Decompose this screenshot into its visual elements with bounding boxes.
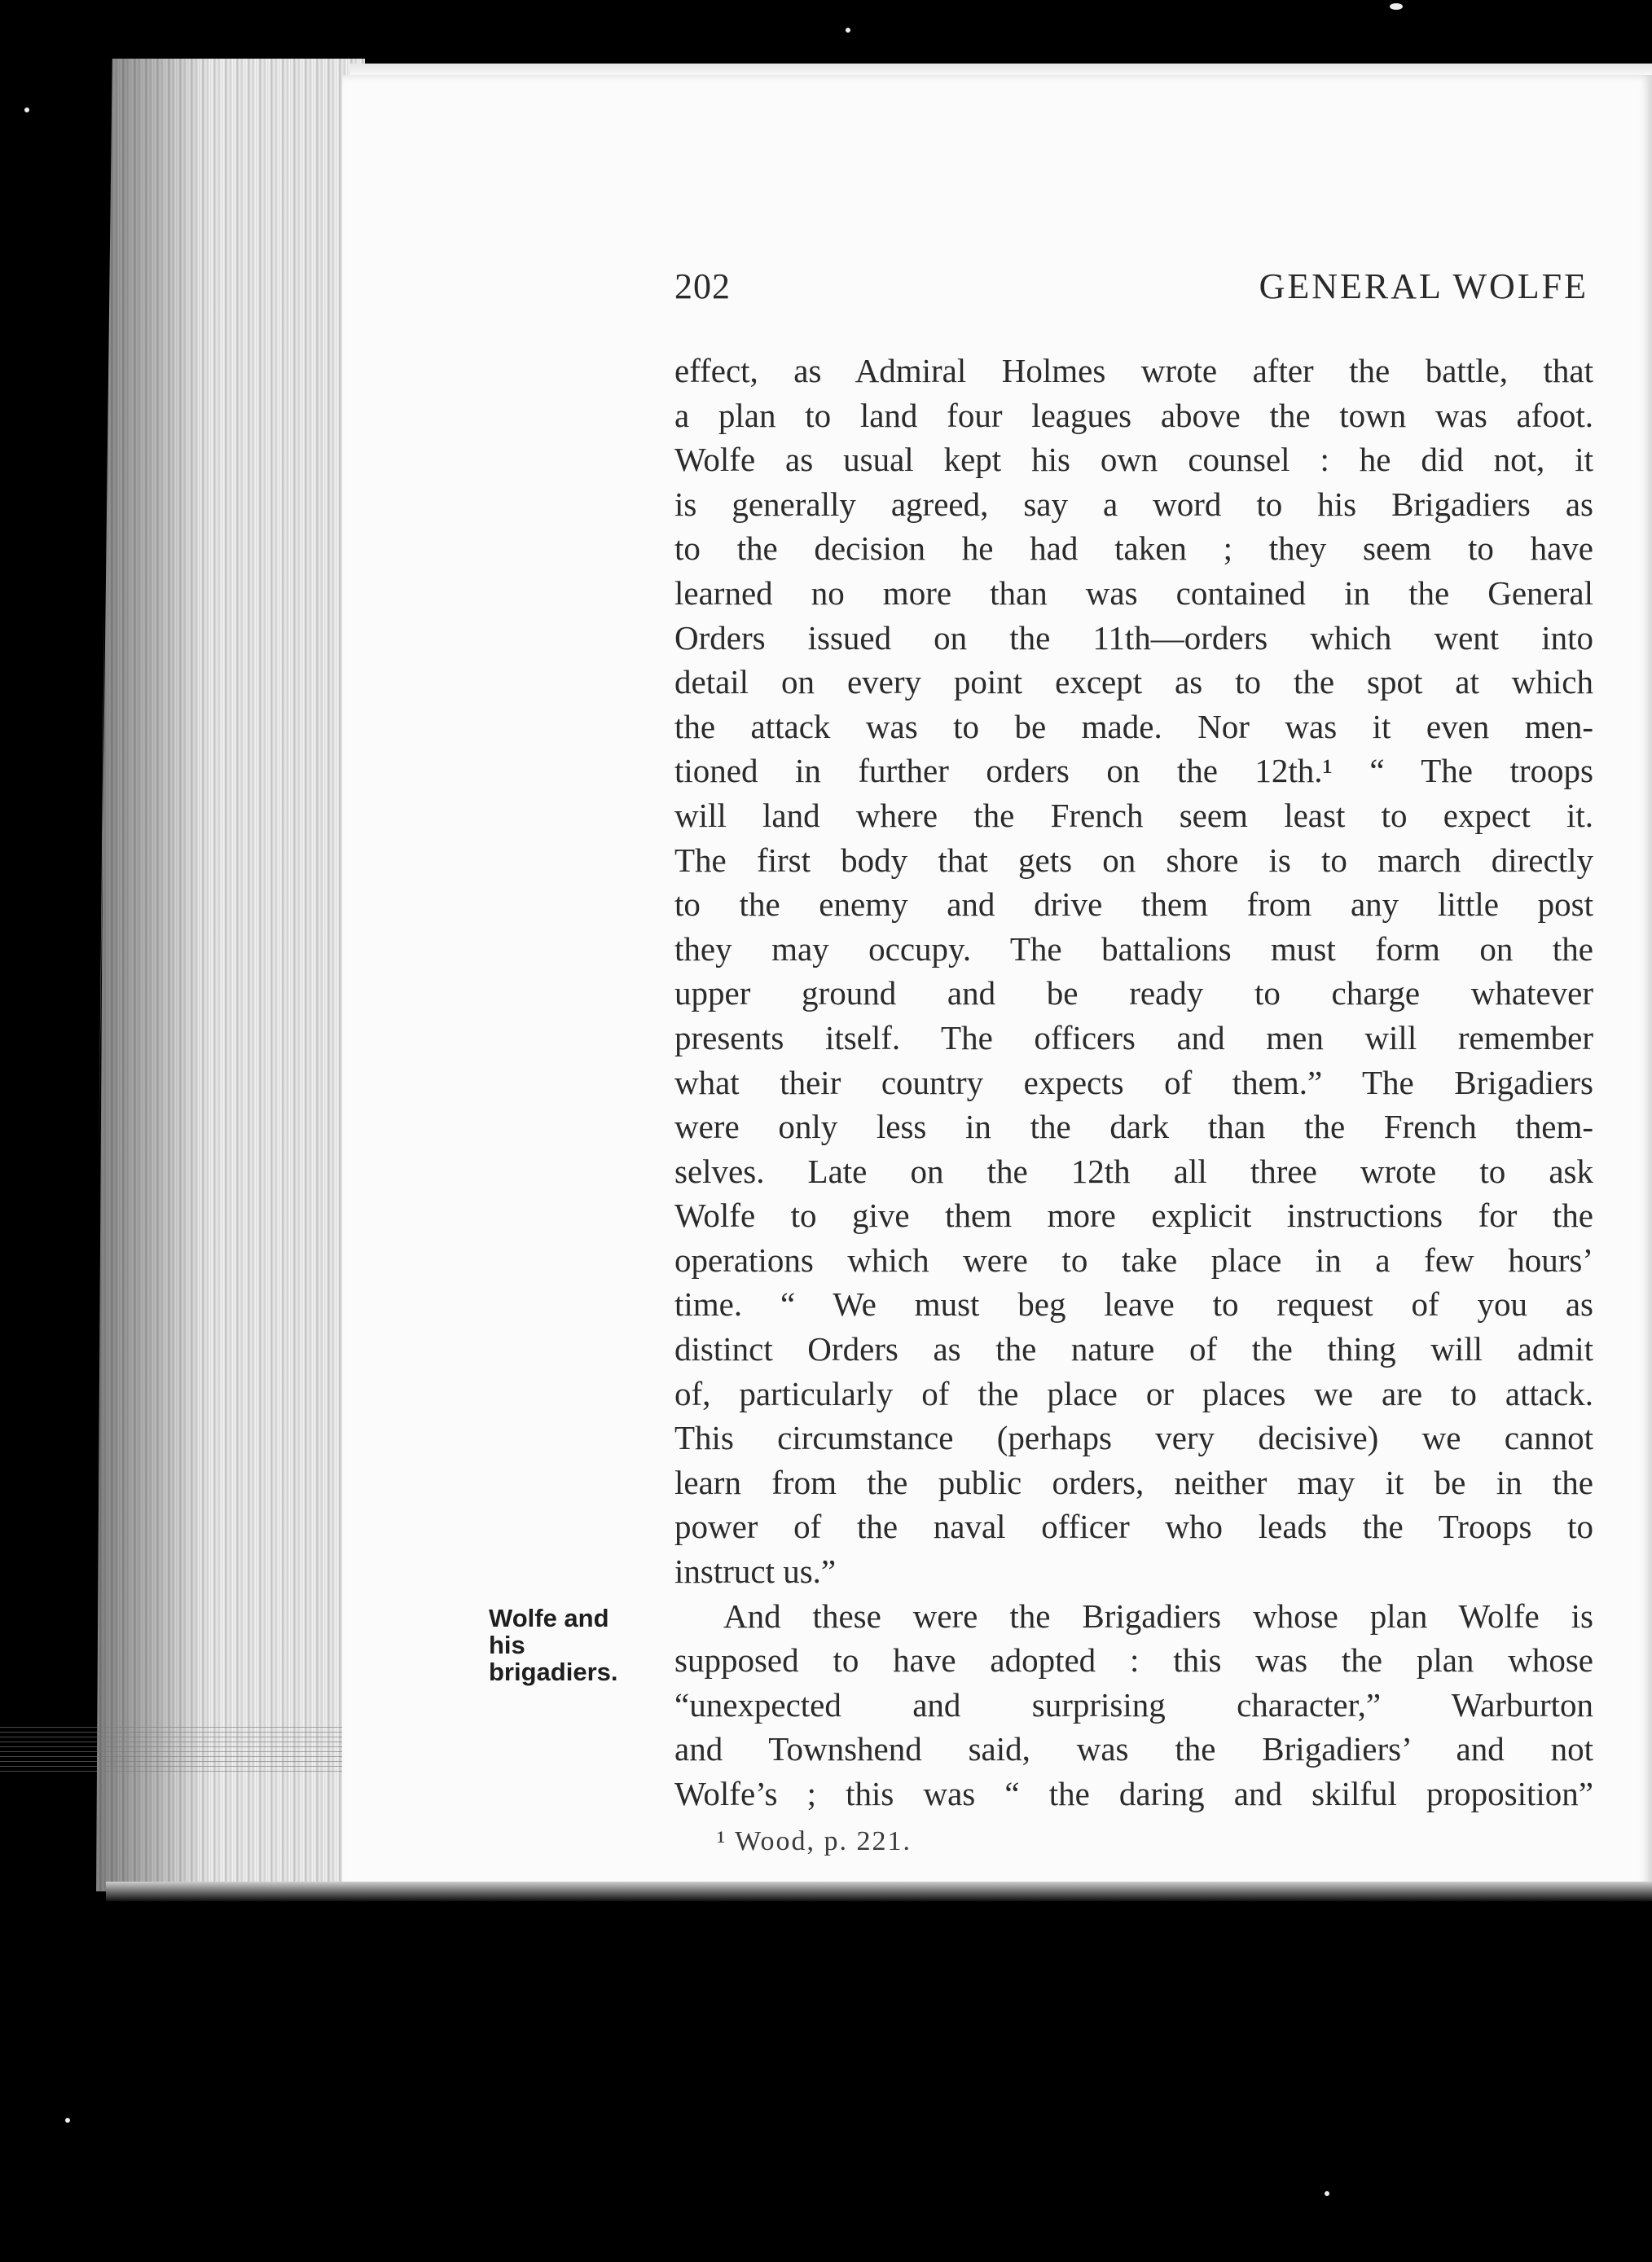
body-text: [674, 349, 1593, 1816]
text-line: Orders issued on the 11th—orders which went into: [674, 618, 1593, 657]
text-line: they may occupy. The battalions must form on the: [674, 929, 1593, 968]
text-line: time. “ We must beg leave to request of you as: [674, 1285, 1593, 1324]
running-head: GENERAL WOLFE: [1259, 266, 1588, 306]
text-line: instruct us.”: [674, 1553, 837, 1591]
text-line: learned no more than was contained in the General: [674, 573, 1593, 612]
text-line: is generally agreed, say a word to his Brigadiers as: [674, 485, 1593, 523]
text-line: Wolfe’s ; this was “ the daring and skilful proposition”: [674, 1775, 1593, 1812]
text-line: operations which were to take place in a few hours’: [674, 1241, 1593, 1279]
text-line: and Townshend said, was the Brigadiers’ and not: [674, 1730, 1593, 1768]
text-line: what their country expects of them.” The Brigadiers: [674, 1063, 1593, 1101]
text-line: to the decision he had taken ; they seem to have: [674, 529, 1593, 568]
text-line: learn from the public orders, neither may it be in the: [674, 1463, 1593, 1501]
text-line: And these were the Brigadiers whose plan Wolfe is: [723, 1597, 1593, 1635]
text-line: distinct Orders as the nature of the thing will admit: [674, 1330, 1593, 1368]
page-bottom-edge: [106, 1882, 1652, 1901]
text-line: a plan to land four leagues above the town was afoot.: [674, 396, 1593, 434]
page-number: 202: [674, 266, 731, 306]
text-line: effect, as Admiral Holmes wrote after the battle, that: [674, 352, 1593, 389]
text-line: power of the naval officer who leads the Troops to: [674, 1508, 1593, 1546]
text-line: the attack was to be made. Nor was it even men-: [674, 707, 1593, 745]
text-line: “unexpected and surprising character,” Warburton: [674, 1685, 1593, 1724]
text-line: supposed to have adopted : this was the plan whose: [674, 1641, 1593, 1680]
text-line: This circumstance (perhaps very decisive) we cannot: [674, 1419, 1593, 1457]
page-edges-shadow: [96, 59, 210, 1891]
text-line: Wolfe as usual kept his own counsel : he did not, it: [674, 441, 1593, 479]
text-line: will land where the French seem least to expect it.: [674, 796, 1593, 834]
margin-note-line: Wolfe and: [489, 1604, 609, 1632]
margin-note-line: his: [489, 1631, 525, 1659]
speck: [65, 2118, 70, 2123]
speck: [24, 108, 29, 112]
text-line: detail on every point except as to the spot at which: [674, 663, 1593, 701]
text-line: selves. Late on the 12th all three wrote to ask: [674, 1152, 1593, 1190]
text-line: tioned in further orders on the 12th.¹ “ The troops: [674, 752, 1593, 790]
text-line: were only less in the dark than the French them-: [674, 1108, 1593, 1146]
text-line: presents itself. The officers and men will remember: [674, 1018, 1593, 1056]
text-line: The first body that gets on shore is to march directly: [674, 841, 1593, 879]
margin-note: [489, 1605, 660, 1685]
text-line: Wolfe to give them more explicit instructions for the: [674, 1197, 1593, 1235]
speck: [846, 28, 850, 33]
text-line: to the enemy and drive them from any little post: [674, 885, 1593, 924]
text-line: upper ground and be ready to charge whatever: [674, 974, 1593, 1012]
speck: [1390, 3, 1403, 10]
margin-note-line: brigadiers.: [489, 1658, 618, 1686]
text-line: of, particularly of the place or places we are to attack.: [674, 1374, 1593, 1412]
speck: [1325, 2191, 1329, 2196]
footnote: ¹ Wood, p. 221.: [717, 1826, 912, 1856]
page-header: [674, 266, 1588, 306]
page-edge-lines: [0, 1727, 358, 1776]
